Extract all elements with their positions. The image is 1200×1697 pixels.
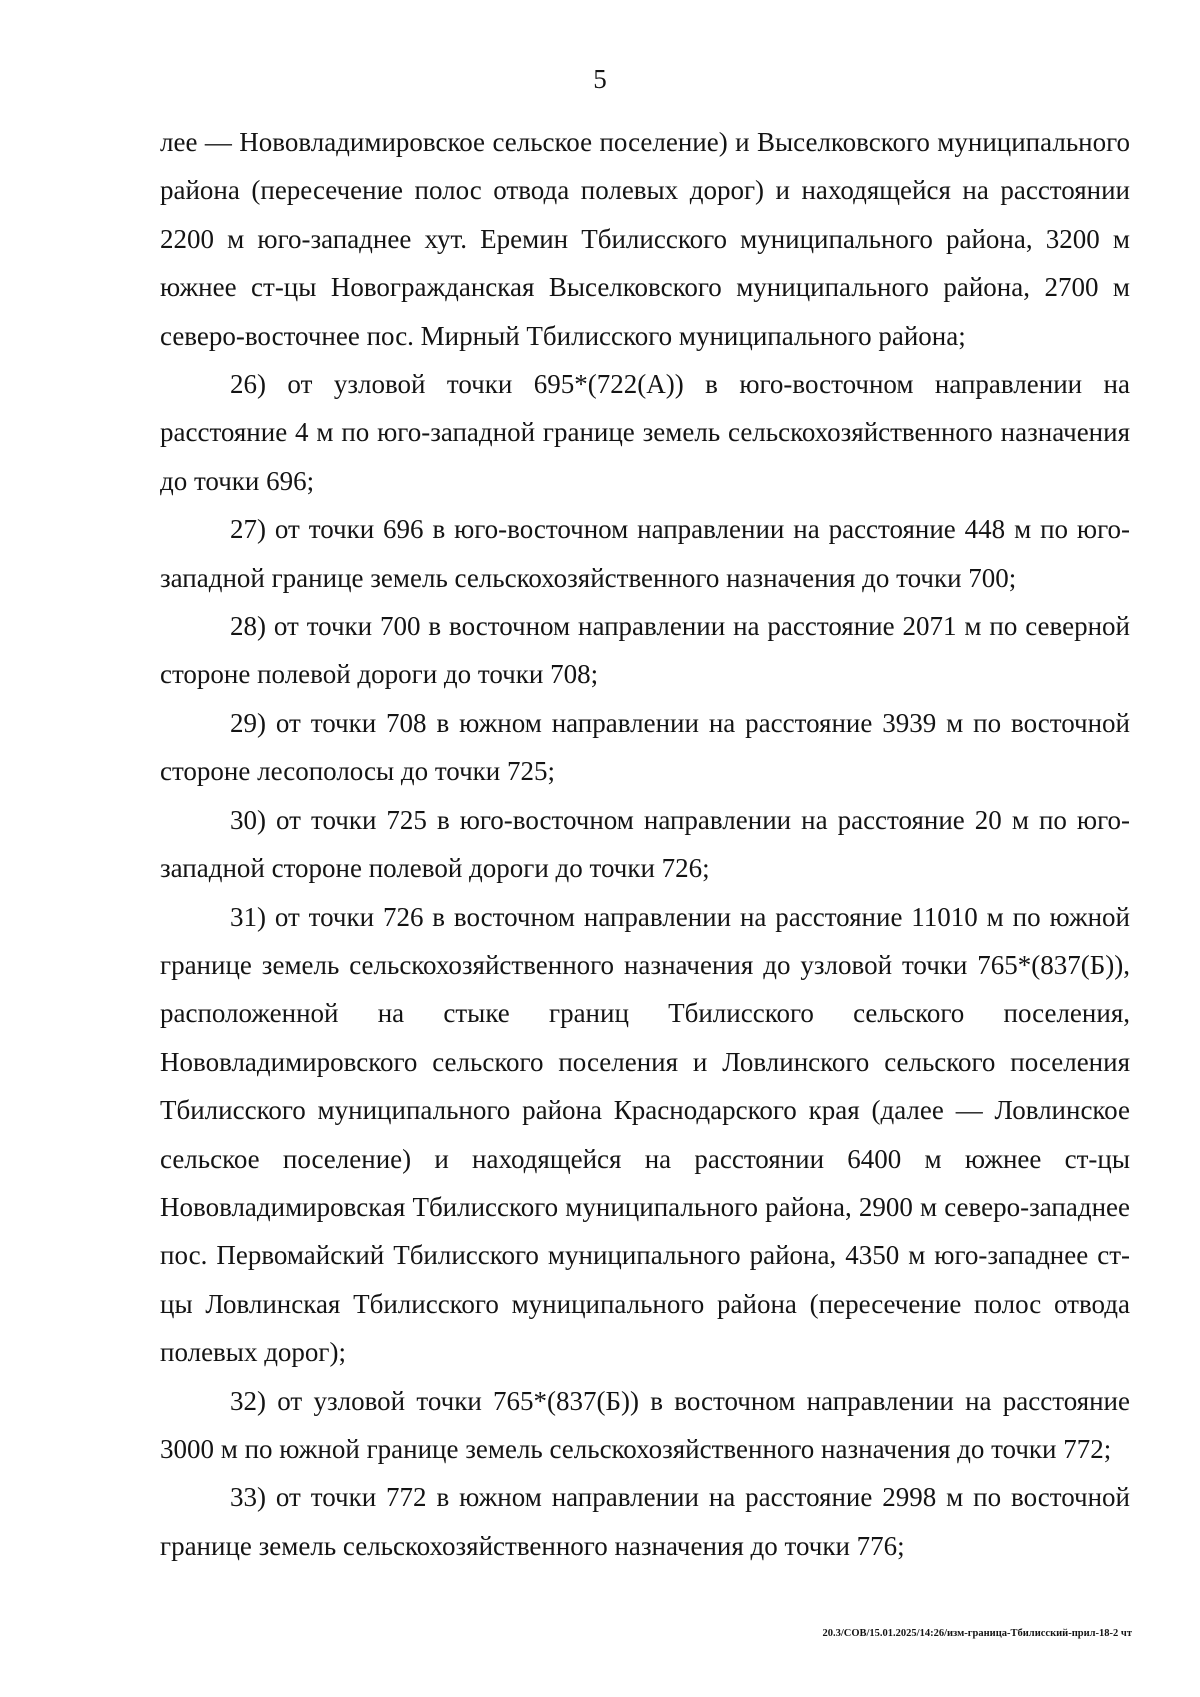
page-number: 5 bbox=[593, 64, 607, 94]
footer-document-code: 20.3/СОВ/15.01.2025/14:26/изм-граница-Тбилисский-прил-18-2 чт bbox=[822, 1628, 1132, 1639]
paragraph-item-26: 26) от узловой точки 695*(722(А)) в юго-восточном направлении на расстояние 4 м по юго-западной границе земель сельскохозяйственного назначения до точки 696; bbox=[160, 369, 1130, 496]
document-body bbox=[160, 118, 1130, 1570]
paragraph-item-31: 31) от точки 726 в восточном направлении на расстояние 11010 м по южной границе земель сельскохозяйственного назначения до узловой точки 765*(837(Б)), расположенной на стыке границ Тбилисского сельского поселения, Нововладимировского сельского поселения и Ловлинского сельского поселения Тбилисского муниципального района Краснодарского края (далее — Ловлинское сельское поселение) и находящейся на расстоянии 6400 м южнее ст-цы Нововладимировская Тбилисского муниципального района, 2900 м северо-западнее пос. Первомайский Тбилисского муниципального района, 4350 м юго-западнее ст-цы Ловлинская Тбилисского муниципального района (пересечение полос отвода полевых дорог); bbox=[160, 901, 1130, 1368]
paragraph-continuation: лее — Нововладимировское сельское поселение) и Выселковского муниципального района (пересечение полос отвода полевых дорог) и находящейся на расстоянии 2200 м юго-западнее хут. Еремин Тбилисского муниципального района, 3200 м южнее ст-цы Новогражданская Выселковского муниципального района, 2700 м северо-восточнее пос. Мирный Тбилисского муниципального района; bbox=[160, 127, 1130, 351]
paragraph-item-30: 30) от точки 725 в юго-восточном направлении на расстояние 20 м по юго-западной стороне полевой дороги до точки 726; bbox=[160, 804, 1130, 884]
paragraph-item-32: 32) от узловой точки 765*(837(Б)) в восточном направлении на расстояние 3000 м по южной границе земель сельскохозяйственного назначения до точки 772; bbox=[160, 1385, 1130, 1464]
paragraph-item-29: 29) от точки 708 в южном направлении на расстояние 3939 м по восточной стороне лесополосы до точки 725; bbox=[160, 707, 1130, 787]
paragraph-item-28: 28) от точки 700 в восточном направлении на расстояние 2071 м по северной стороне полевой дороги до точки 708; bbox=[160, 611, 1130, 690]
paragraph-item-27: 27) от точки 696 в юго-восточном направлении на расстояние 448 м по юго-западной границе земель сельскохозяйственного назначения до точки 700; bbox=[160, 514, 1130, 593]
paragraph-item-33: 33) от точки 772 в южном направлении на расстояние 2998 м по восточной границе земель сельскохозяйственного назначения до точки 776; bbox=[160, 1482, 1130, 1561]
